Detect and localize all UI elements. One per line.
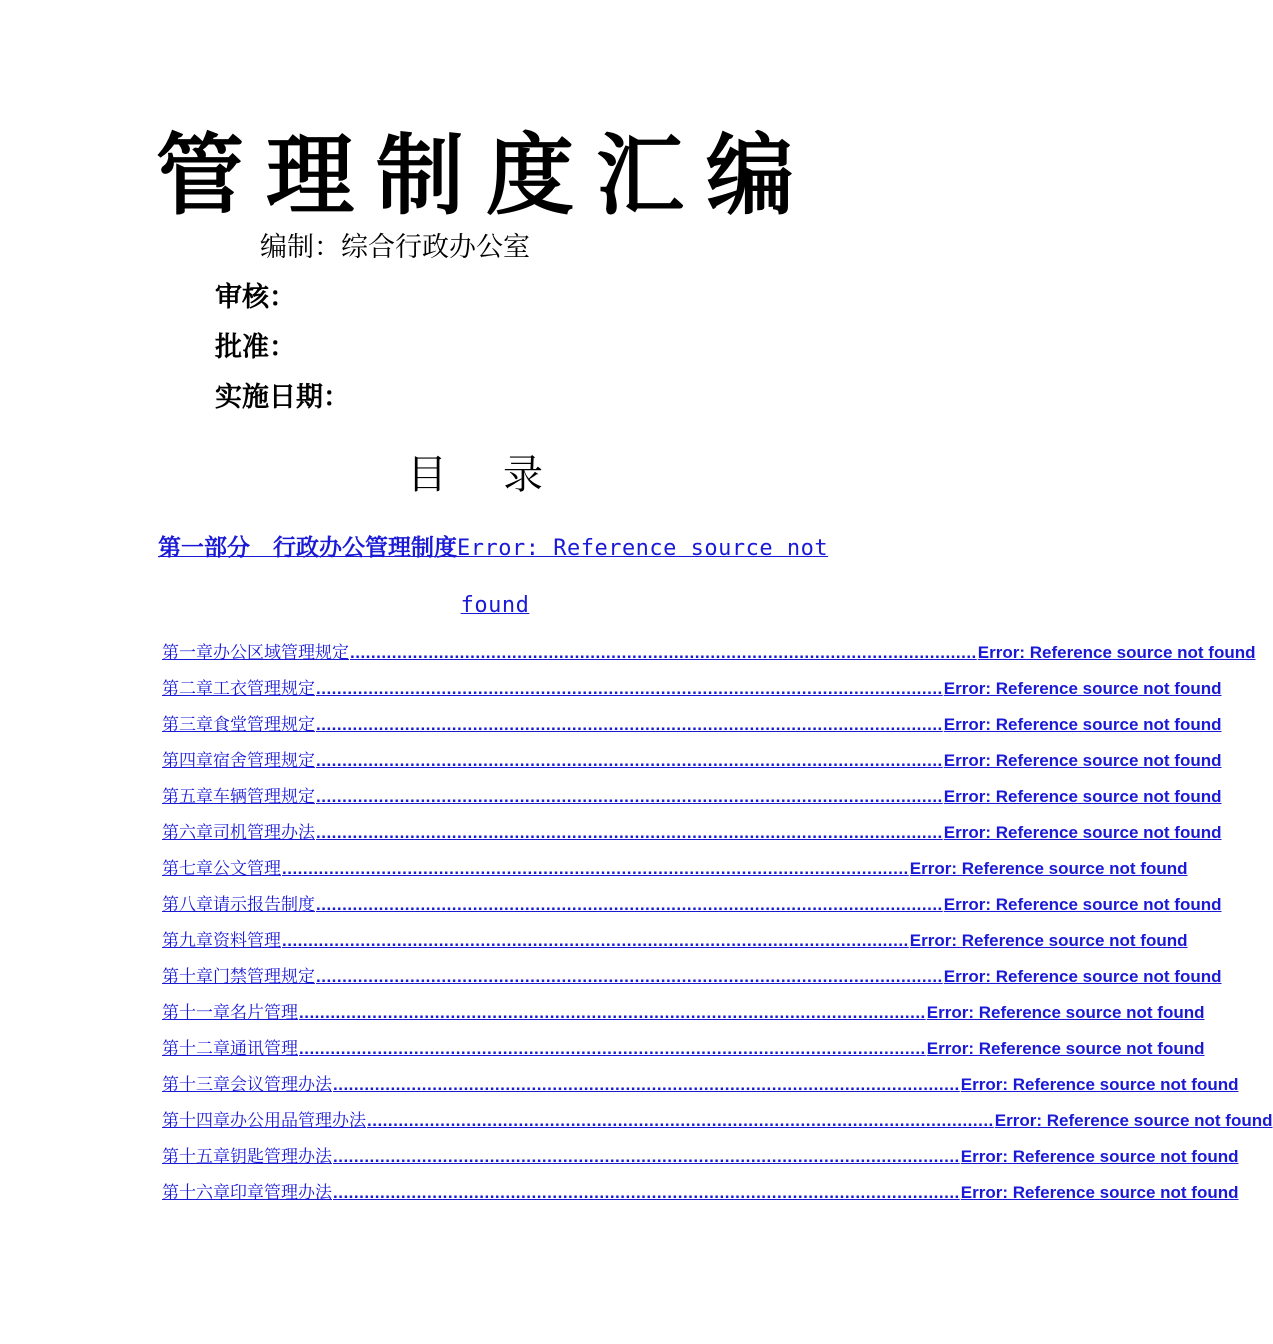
toc-chapter-link[interactable] xyxy=(162,964,1222,1000)
toc-leader-dots: ........................................................................................................................ xyxy=(282,931,909,950)
toc-chapter-number: 第八章 xyxy=(162,895,213,915)
toc-chapter-link[interactable] xyxy=(162,1144,1239,1180)
toc-leader-dots: ........................................................................................................................ xyxy=(316,715,943,734)
toc-chapter-name: 请示报告制度 xyxy=(213,895,315,915)
toc-chapter-error: Error: Reference source not found xyxy=(909,859,1188,878)
toc-part-one-link-continued[interactable] xyxy=(0,588,990,626)
toc-chapter-number: 第十二章 xyxy=(162,1039,230,1059)
toc-leader-dots: ........................................................................................................................ xyxy=(316,787,943,806)
toc-chapter-number: 第二章 xyxy=(162,679,213,699)
toc-chapter-link[interactable] xyxy=(162,1108,1273,1144)
effective-date-line: 实施日期： xyxy=(215,382,350,413)
toc-chapter-error: Error: Reference source not found xyxy=(926,1039,1205,1058)
toc-chapter-name: 会议管理办法 xyxy=(230,1075,332,1095)
toc-heading xyxy=(0,450,950,500)
toc-chapter-name: 门禁管理规定 xyxy=(213,967,315,987)
toc-chapter-number: 第一章 xyxy=(162,643,213,663)
toc-leader-dots: ........................................................................................................................ xyxy=(316,679,943,698)
toc-chapter-name: 司机管理办法 xyxy=(213,823,315,843)
toc-chapter-name: 办公用品管理办法 xyxy=(230,1111,366,1131)
toc-chapter-number: 第十四章 xyxy=(162,1111,230,1131)
toc-chapter-error: Error: Reference source not found xyxy=(943,895,1222,914)
toc-part-one-error: Error: Reference source not xyxy=(457,536,829,561)
toc-chapter-name: 印章管理办法 xyxy=(230,1183,332,1203)
toc-chapter-error: Error: Reference source not found xyxy=(943,823,1222,842)
toc-chapter-error: Error: Reference source not found xyxy=(943,751,1222,770)
toc-chapter-link[interactable] xyxy=(162,676,1222,712)
toc-chapter-link[interactable] xyxy=(162,712,1222,748)
toc-chapter-link[interactable] xyxy=(162,640,1256,676)
toc-chapter-error: Error: Reference source not found xyxy=(926,1003,1205,1022)
toc-chapter-link[interactable] xyxy=(162,1000,1205,1036)
toc-leader-dots: ........................................................................................................................ xyxy=(316,823,943,842)
toc-chapter-link[interactable] xyxy=(162,1180,1239,1216)
toc-chapter-name: 工衣管理规定 xyxy=(213,679,315,699)
toc-chapter-number: 第四章 xyxy=(162,751,213,771)
toc-chapter-error: Error: Reference source not found xyxy=(943,787,1222,806)
toc-chapter-number: 第五章 xyxy=(162,787,213,807)
toc-chapter-name: 车辆管理规定 xyxy=(213,787,315,807)
toc-chapter-name: 名片管理 xyxy=(230,1003,298,1023)
toc-chapter-link[interactable] xyxy=(162,1072,1239,1108)
toc-leader-dots: ........................................................................................................................ xyxy=(367,1111,994,1130)
toc-chapter-error: Error: Reference source not found xyxy=(960,1075,1239,1094)
toc-chapter-error: Error: Reference source not found xyxy=(960,1147,1239,1166)
toc-chapter-link[interactable] xyxy=(162,784,1222,820)
toc-chapter-number: 第十三章 xyxy=(162,1075,230,1095)
toc-part-one-error-continued: found xyxy=(460,593,530,618)
toc-part-one-link[interactable] xyxy=(158,530,848,569)
toc-chapter-name: 食堂管理规定 xyxy=(213,715,315,735)
toc-part-one-label: 第一部分 行政办公管理制度 xyxy=(158,535,457,561)
compiler-line: 编制：综合行政办公室 xyxy=(260,232,530,263)
toc-chapter-name: 资料管理 xyxy=(213,931,281,951)
approve-line: 批准： xyxy=(215,332,296,363)
toc-chapter-number: 第三章 xyxy=(162,715,213,735)
toc-chapter-error: Error: Reference source not found xyxy=(943,967,1222,986)
toc-chapter-number: 第六章 xyxy=(162,823,213,843)
toc-chapter-number: 第九章 xyxy=(162,931,213,951)
toc-chapter-number: 第十章 xyxy=(162,967,213,987)
toc-leader-dots: ........................................................................................................................ xyxy=(282,859,909,878)
toc-leader-dots: ........................................................................................................................ xyxy=(333,1147,960,1166)
toc-leader-dots: ........................................................................................................................ xyxy=(299,1039,926,1058)
toc-heading-char-1: 目 xyxy=(407,452,447,498)
toc-leader-dots: ........................................................................................................................ xyxy=(316,967,943,986)
toc-leader-dots: ........................................................................................................................ xyxy=(333,1183,960,1202)
toc-chapter-link[interactable] xyxy=(162,748,1222,784)
toc-chapter-error: Error: Reference source not found xyxy=(960,1183,1239,1202)
toc-chapter-number: 第十一章 xyxy=(162,1003,230,1023)
toc-chapter-error: Error: Reference source not found xyxy=(909,931,1188,950)
toc-chapter-link[interactable] xyxy=(162,1036,1205,1072)
toc-chapter-number: 第七章 xyxy=(162,859,213,879)
toc-heading-char-2: 录 xyxy=(503,452,543,498)
toc-chapter-number: 第十六章 xyxy=(162,1183,230,1203)
toc-leader-dots: ........................................................................................................................ xyxy=(299,1003,926,1022)
toc-leader-dots: ........................................................................................................................ xyxy=(333,1075,960,1094)
toc-leader-dots: ........................................................................................................................ xyxy=(316,895,943,914)
toc-chapter-error: Error: Reference source not found xyxy=(994,1111,1273,1130)
toc-chapter-link[interactable] xyxy=(162,892,1222,928)
toc-chapter-name: 钥匙管理办法 xyxy=(230,1147,332,1167)
toc-chapter-error: Error: Reference source not found xyxy=(977,643,1256,662)
document-title: 管理制度汇编 xyxy=(155,123,816,227)
toc-chapter-error: Error: Reference source not found xyxy=(943,679,1222,698)
toc-leader-dots: ........................................................................................................................ xyxy=(350,643,977,662)
toc-chapter-name: 通讯管理 xyxy=(230,1039,298,1059)
review-line: 审核： xyxy=(215,282,296,313)
toc-chapter-link[interactable] xyxy=(162,820,1222,856)
toc-chapter-name: 公文管理 xyxy=(213,859,281,879)
toc-leader-dots: ........................................................................................................................ xyxy=(316,751,943,770)
toc-chapter-list xyxy=(162,640,1273,1216)
toc-chapter-name: 办公区域管理规定 xyxy=(213,643,349,663)
toc-chapter-error: Error: Reference source not found xyxy=(943,715,1222,734)
toc-chapter-number: 第十五章 xyxy=(162,1147,230,1167)
toc-chapter-name: 宿舍管理规定 xyxy=(213,751,315,771)
toc-chapter-link[interactable] xyxy=(162,856,1188,892)
toc-chapter-link[interactable] xyxy=(162,928,1188,964)
